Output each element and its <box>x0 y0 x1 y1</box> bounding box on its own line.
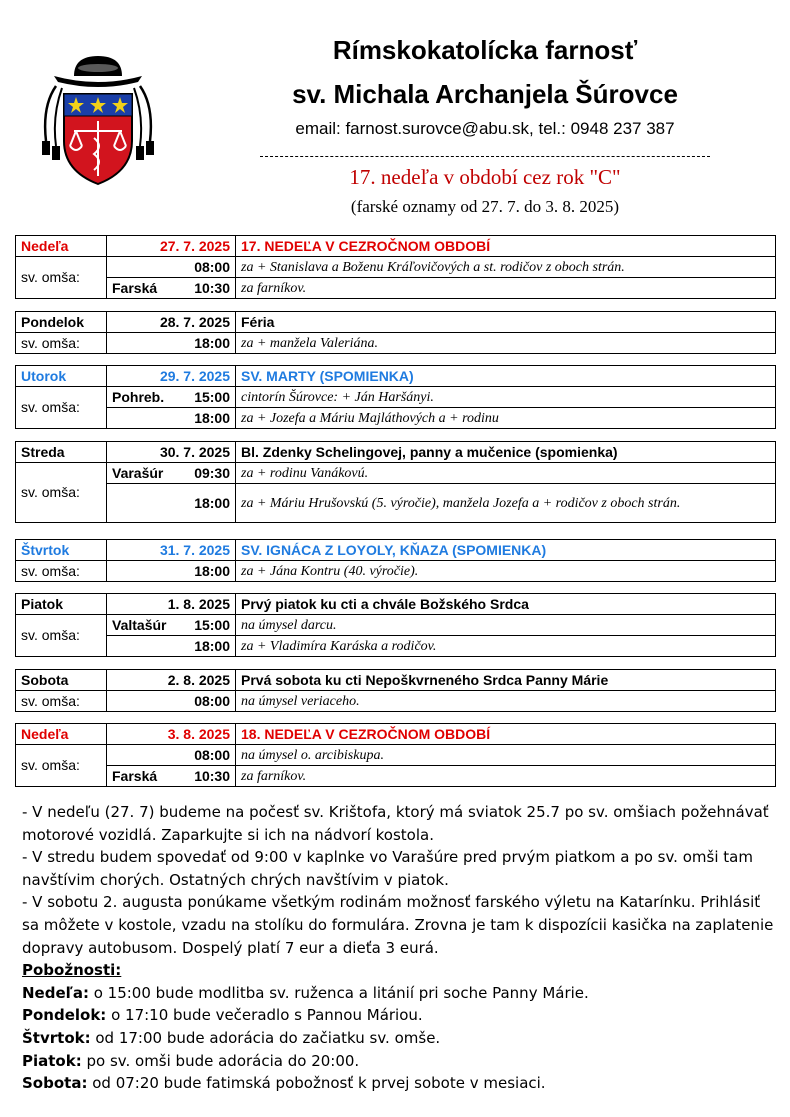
day-table-friday <box>15 593 776 657</box>
day-date: 2. 8. 2025 <box>107 670 236 691</box>
mass-place: Farská <box>112 279 158 296</box>
mass-time: 09:30 <box>194 464 230 481</box>
mass-label: sv. omša: <box>16 257 107 299</box>
devotion-day: Nedeľa: <box>22 983 89 1002</box>
mass-intention: na úmysel veriaceho. <box>236 691 776 712</box>
day-table-wednesday <box>15 441 776 523</box>
mass-label: sv. omša: <box>16 691 107 712</box>
day-name: Nedeľa <box>16 724 107 745</box>
day-date: 27. 7. 2025 <box>107 236 236 257</box>
mass-time: 08:00 <box>194 258 230 275</box>
announcement-item: - V sobotu 2. augusta ponúkame všetkým rodinám možnosť farského výletu na Katarínku. Prihlásiť sa môžete v kostole, vzadu na stolíku do formulára. Zrovna je tam k dispozícii kasička na zaplatenie dopravy autobusom. Dospelý platí 7 eur a dieťa 3 eurá. <box>22 893 774 957</box>
devotion-item <box>22 1072 774 1095</box>
day-table-monday <box>15 311 776 354</box>
mass-intention: za farníkov. <box>236 766 776 787</box>
day-table-sunday <box>15 235 776 299</box>
mass-time: 18:00 <box>194 562 230 579</box>
day-date: 29. 7. 2025 <box>107 366 236 387</box>
mass-time: 18:00 <box>194 334 230 351</box>
mass-time: 10:30 <box>194 767 230 784</box>
liturgical-sunday: 17. nedeľa v období cez rok "C" <box>349 165 621 189</box>
mass-label: sv. omša: <box>16 333 107 354</box>
devotion-text: o 15:00 bude modlitba sv. ruženca a litánií pri soche Panny Márie. <box>88 983 589 1002</box>
announcement-item: - V nedeľu (27. 7) budeme na počesť sv. Krištofa, ktorý má sviatok 25.7 po sv. omšiach požehnávať motorové vozidlá. Zaparkujte si ich na nádvorí kostola. <box>22 803 769 844</box>
day-title: 18. NEDEĽA V CEZROČNOM OBDOBÍ <box>236 724 776 745</box>
mass-time: 08:00 <box>194 746 230 763</box>
day-date: 1. 8. 2025 <box>107 594 236 615</box>
day-date: 30. 7. 2025 <box>107 442 236 463</box>
mass-intention: na úmysel darcu. <box>236 615 776 636</box>
mass-label: sv. omša: <box>16 387 107 429</box>
mass-place: Valtašúr <box>112 616 167 633</box>
announcement-item: - V stredu budem spovedať od 9:00 v kaplnke vo Varašúre pred prvým piatkom a po sv. omši tam navštívim chorých. Ostatných chrých navštívim v piatok. <box>22 848 753 889</box>
day-table-next-sunday <box>15 723 776 787</box>
day-title: SV. MARTY (SPOMIENKA) <box>236 366 776 387</box>
day-name: Sobota <box>16 670 107 691</box>
mass-intention: za farníkov. <box>236 278 776 299</box>
day-name: Utorok <box>16 366 107 387</box>
mass-intention: za + Máriu Hrušovskú (5. výročie), manžela Jozefa a + rodičov z oboch strán. <box>236 484 776 523</box>
devotion-text: o 17:10 bude večeradlo s Pannou Máriou. <box>106 1006 423 1025</box>
mass-time: 10:30 <box>194 279 230 296</box>
devotions-heading: Pobožnosti: <box>22 961 122 980</box>
day-title: Prvý piatok ku cti a chvále Božského Srdca <box>236 594 776 615</box>
mass-label: sv. omša: <box>16 561 107 582</box>
devotion-item <box>22 1004 774 1027</box>
mass-intention: za + Stanislava a Boženu Kráľovičových a st. rodičov z oboch strán. <box>236 257 776 278</box>
mass-time: 18:00 <box>194 409 230 426</box>
mass-time: 15:00 <box>194 616 230 633</box>
devotion-day: Piatok: <box>22 1051 82 1070</box>
mass-place: Pohreb. <box>112 388 165 405</box>
day-date: 3. 8. 2025 <box>107 724 236 745</box>
mass-intention: za + Jozefa a Máriu Majláthových a + rodinu <box>236 408 776 429</box>
mass-time: 18:00 <box>194 494 230 511</box>
parish-subtitle: sv. Michala Archanjela Šúrovce <box>292 79 678 109</box>
mass-intention: za + Vladimíra Karáska a rodičov. <box>236 636 776 657</box>
day-date: 28. 7. 2025 <box>107 312 236 333</box>
day-title: Féria <box>236 312 776 333</box>
mass-time: 15:00 <box>194 388 230 405</box>
divider <box>260 156 710 157</box>
day-name: Štvrtok <box>16 540 107 561</box>
day-name: Streda <box>16 442 107 463</box>
day-table-saturday <box>15 669 776 712</box>
day-date: 31. 7. 2025 <box>107 540 236 561</box>
mass-label: sv. omša: <box>16 745 107 787</box>
devotion-item <box>22 1050 774 1073</box>
devotion-text: od 17:00 bude adorácia do začiatku sv. omše. <box>90 1028 441 1047</box>
mass-time: 08:00 <box>194 692 230 709</box>
parish-contact: email: farnost.surovce@abu.sk, tel.: 0948 237 387 <box>295 119 675 138</box>
day-table-thursday <box>15 539 776 582</box>
day-title: Bl. Zdenky Schelingovej, panny a mučenice (spomienka) <box>236 442 776 463</box>
mass-intention: za + manžela Valeriána. <box>236 333 776 354</box>
day-name: Nedeľa <box>16 236 107 257</box>
mass-intention: na úmysel o. arcibiskupa. <box>236 745 776 766</box>
mass-intention: cintorín Šúrovce: + Ján Haršányi. <box>236 387 776 408</box>
devotion-day: Sobota: <box>22 1074 88 1093</box>
devotion-text: od 07:20 bude fatimská pobožnosť k prvej sobote v mesiaci. <box>87 1074 546 1093</box>
mass-place: Varašúr <box>112 464 164 481</box>
mass-intention: za + Jána Kontru (40. výročie). <box>236 561 776 582</box>
day-title: Prvá sobota ku cti Nepoškvrneného Srdca Panny Márie <box>236 670 776 691</box>
devotion-text: po sv. omši bude adorácia do 20:00. <box>81 1051 360 1070</box>
devotion-item <box>22 982 774 1005</box>
day-title: 17. NEDEĽA V CEZROČNOM OBDOBÍ <box>236 236 776 257</box>
mass-time: 18:00 <box>194 637 230 654</box>
mass-label: sv. omša: <box>16 615 107 657</box>
day-name: Piatok <box>16 594 107 615</box>
day-table-tuesday <box>15 365 776 429</box>
mass-label: sv. omša: <box>16 463 107 523</box>
announcements <box>22 801 774 1095</box>
devotion-day: Štvrtok: <box>22 1028 91 1047</box>
mass-place: Farská <box>112 767 158 784</box>
mass-intention: za + rodinu Vanákovú. <box>236 463 776 484</box>
parish-coat-of-arms <box>34 46 162 188</box>
parish-title: Rímskokatolícka farnosť <box>332 35 638 65</box>
day-name: Pondelok <box>16 312 107 333</box>
day-title: SV. IGNÁCA Z LOYOLY, KŇAZA (SPOMIENKA) <box>236 540 776 561</box>
announcement-period: (farské oznamy od 27. 7. do 3. 8. 2025) <box>350 197 620 216</box>
devotion-day: Pondelok: <box>22 1006 107 1025</box>
devotion-item <box>22 1027 774 1050</box>
